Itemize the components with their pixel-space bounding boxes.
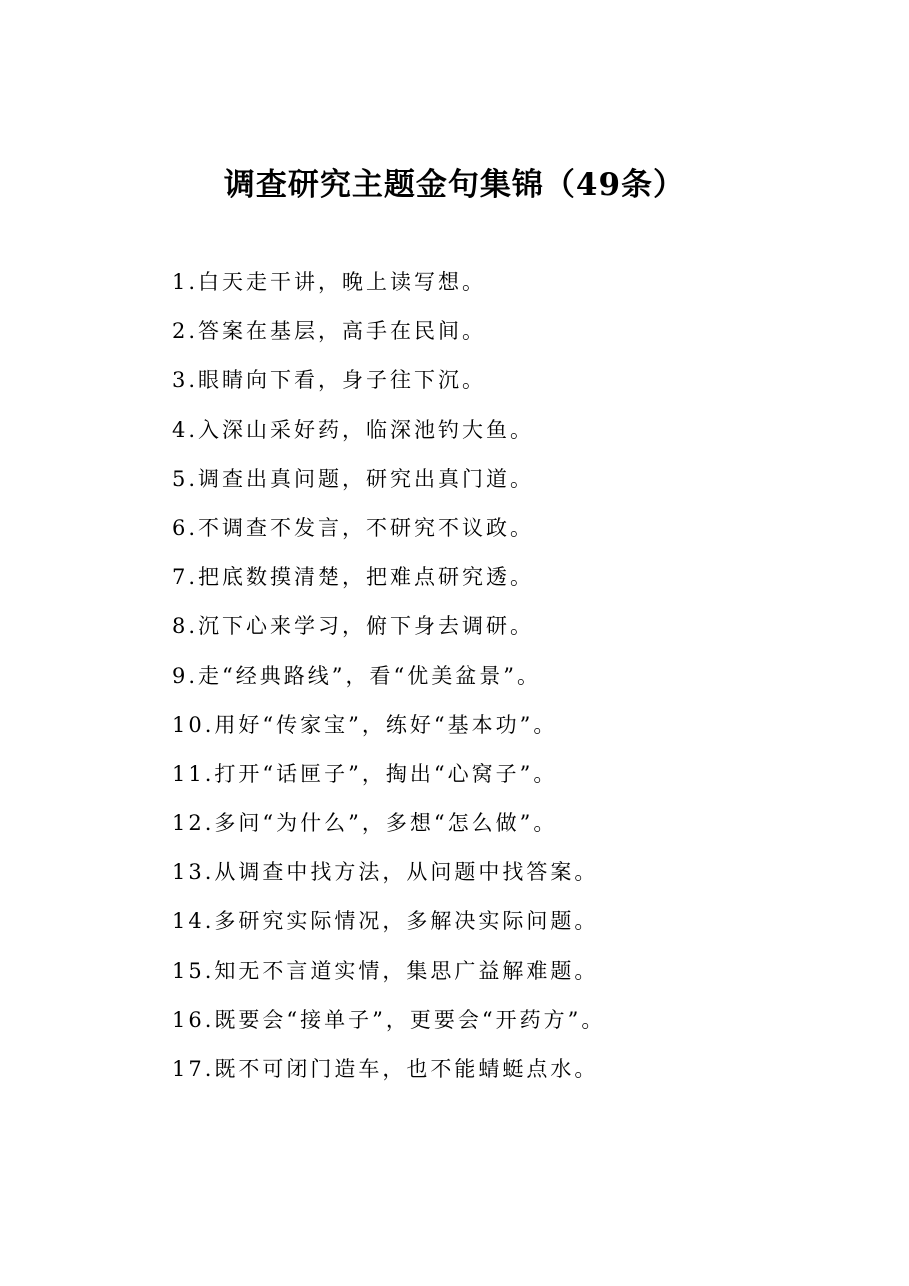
quote-item: 13.从调查中找方法，从问题中找答案。 [172, 860, 599, 885]
quote-item: 1.白天走干讲，晚上读写想。 [172, 270, 487, 294]
quote-item: 14.多研究实际情况，多解决实际问题。 [172, 909, 599, 934]
quote-item: 4.入深山采好药，临深池钓大鱼。 [172, 417, 535, 442]
quote-item: 2.答案在基层，高手在民间。 [172, 319, 487, 344]
quote-item: 17.既不可闭门造车，也不能蜻蜓点水。 [172, 1057, 599, 1081]
quote-item: 10.用好“传家宝”，练好“基本功”。 [172, 712, 558, 737]
document-title: 调查研究主题金句集锦（49条） [223, 167, 686, 203]
quote-item: 9.走“经典路线”，看“优美盆景”。 [172, 663, 541, 688]
quote-item: 12.多问“为什么”，多想“怎么做”。 [172, 811, 558, 836]
quote-item: 8.沉下心来学习，俯下身去调研。 [172, 614, 535, 639]
quote-item: 15.知无不言道实情，集思广益解难题。 [172, 958, 599, 983]
quote-item: 5.调查出真问题，研究出真门道。 [172, 466, 535, 491]
quote-item: 6.不调查不发言，不研究不议政。 [172, 515, 535, 540]
quote-item: 11.打开“话匣子”，掏出“心窝子”。 [172, 761, 558, 786]
quote-list [172, 258, 872, 1094]
quote-item: 3.眼睛向下看，身子往下沉。 [172, 368, 487, 393]
quote-item: 7.把底数摸清楚，把难点研究透。 [172, 565, 535, 590]
quote-item: 16.既要会“接单子”，更要会“开药方”。 [172, 1007, 606, 1032]
